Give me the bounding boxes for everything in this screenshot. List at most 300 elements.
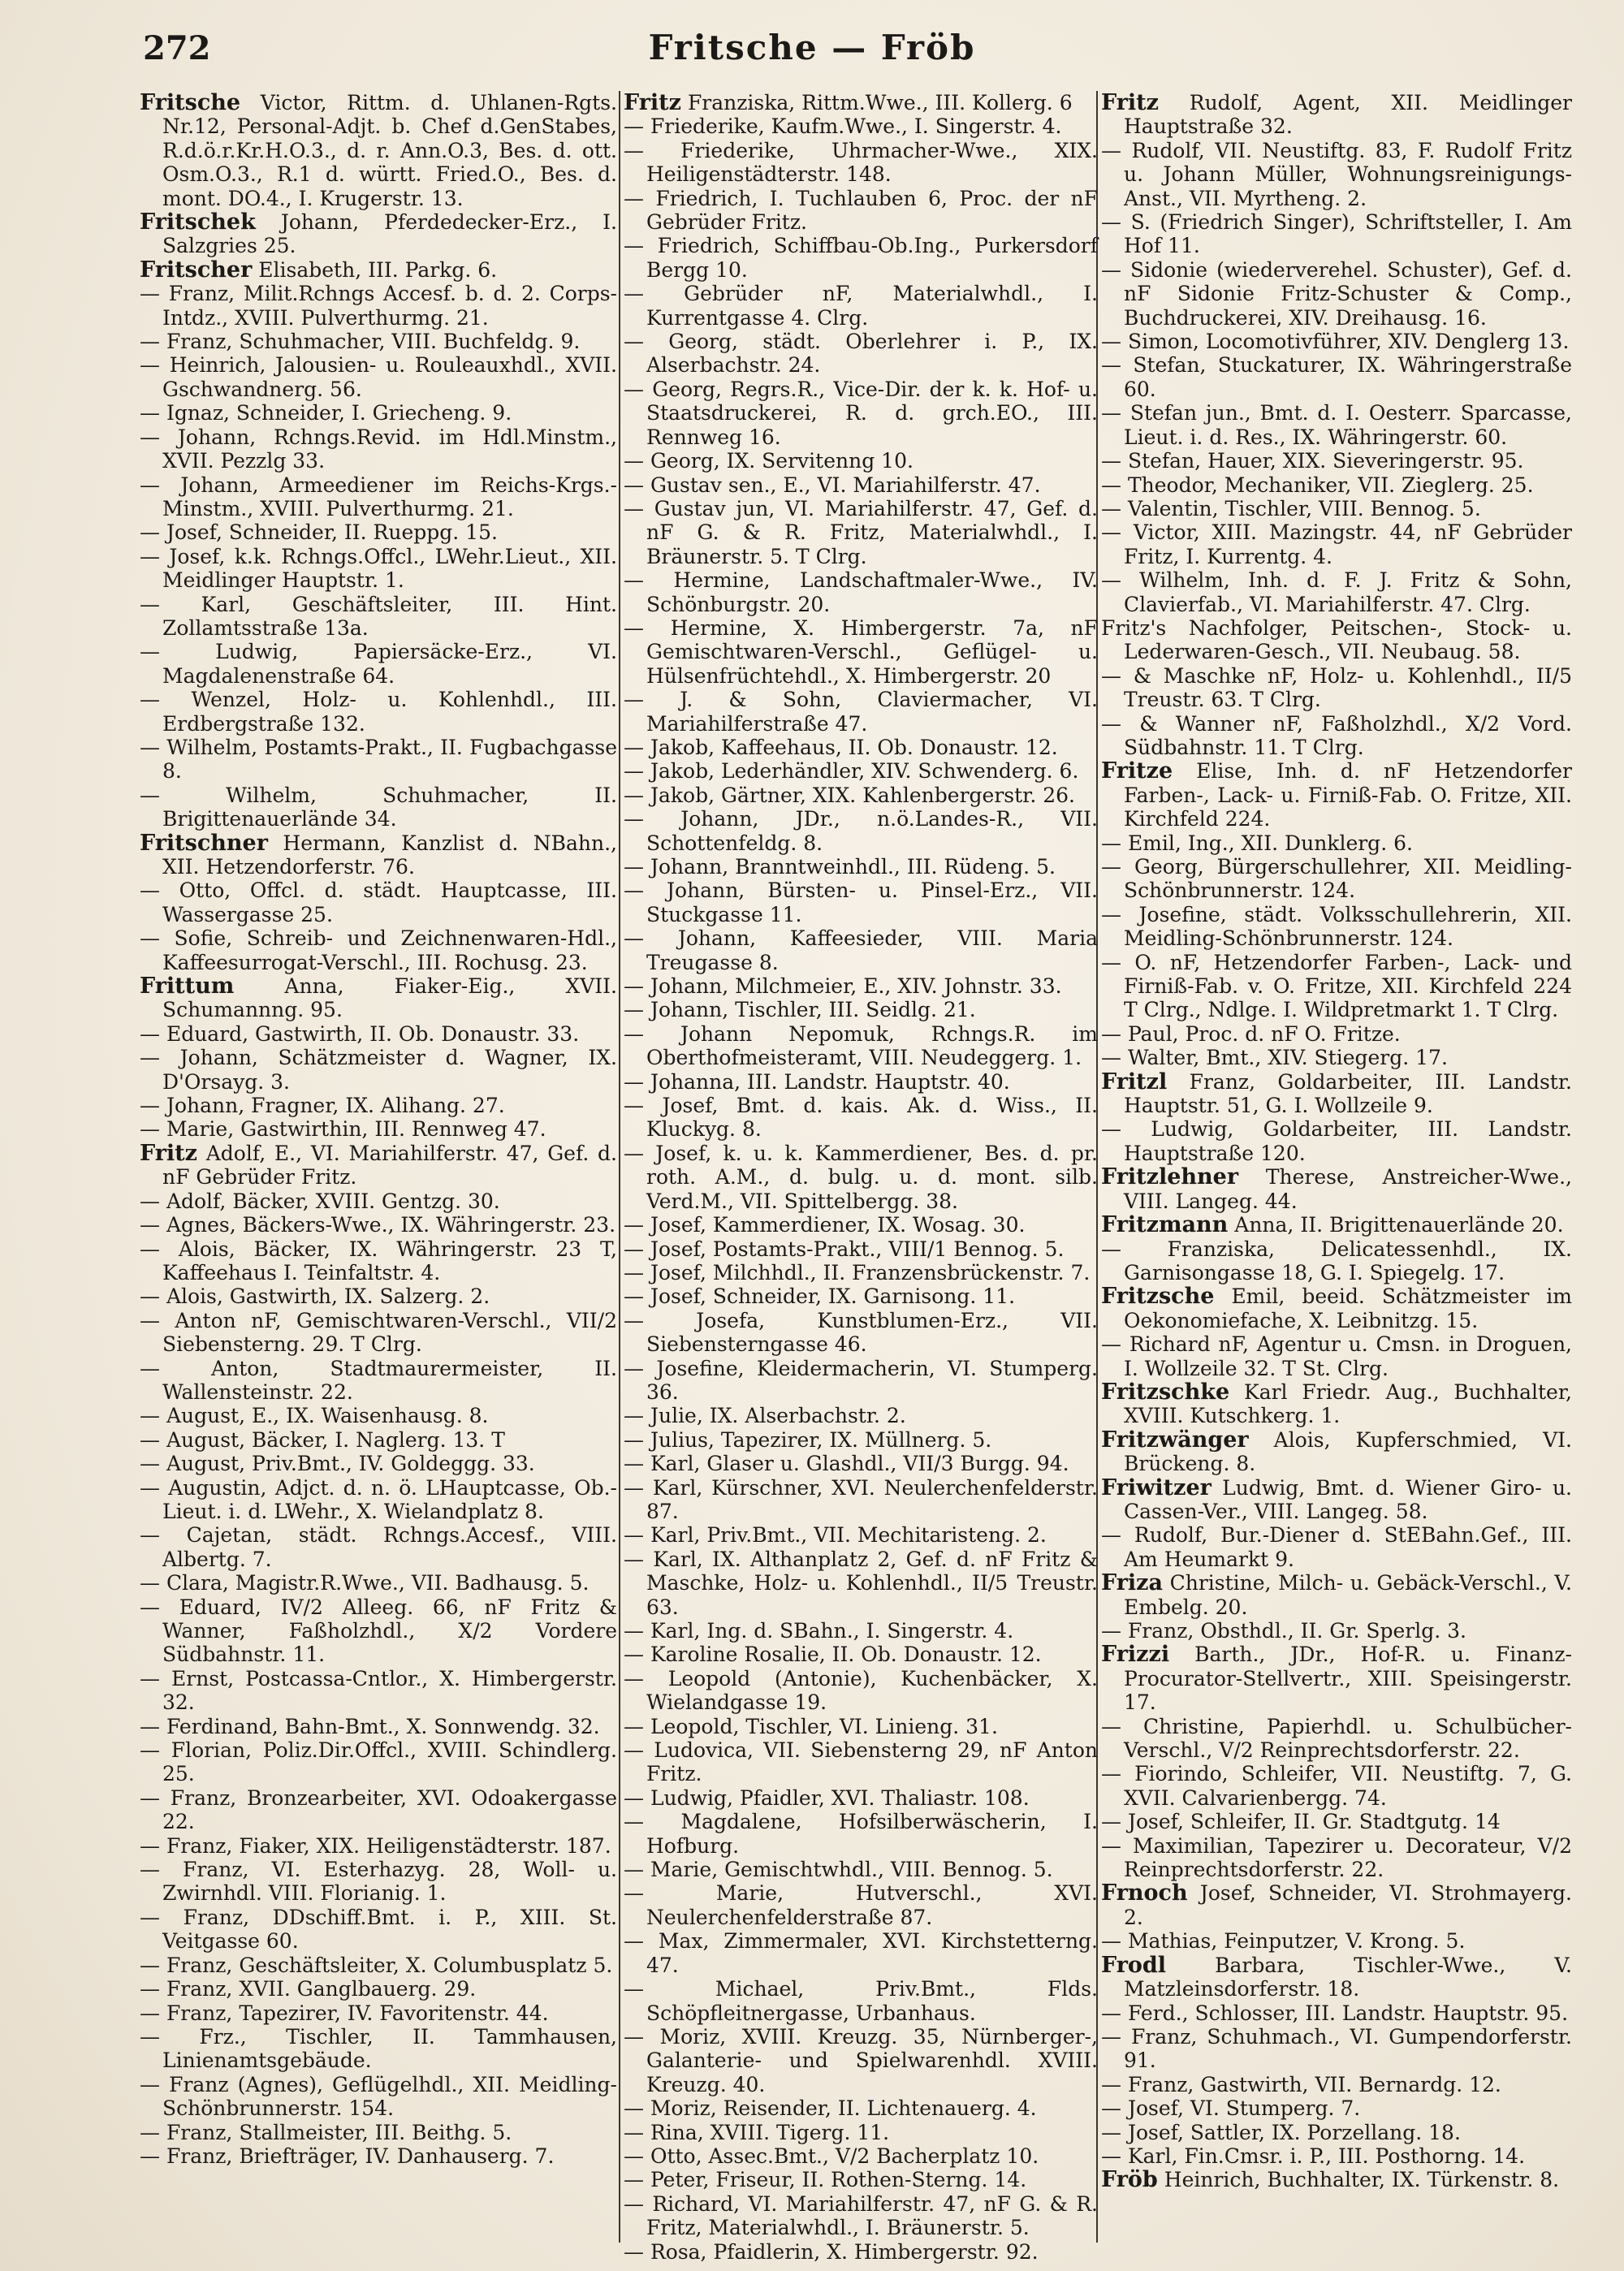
directory-entry bbox=[1101, 258, 1572, 330]
directory-entry bbox=[624, 91, 1098, 114]
entry-details: — Peter, Friseur, II. Rothen-Sterng. 14. bbox=[624, 2168, 1027, 2192]
directory-entry bbox=[624, 855, 1098, 879]
entry-details: — Moriz, Reisender, II. Lichtenauerg. 4. bbox=[624, 2096, 1037, 2121]
entry-details: — Mathias, Feinputzer, V. Krong. 5. bbox=[1101, 1929, 1466, 1954]
directory-entry bbox=[624, 1237, 1098, 1261]
directory-entry bbox=[140, 1858, 617, 1906]
directory-entry bbox=[140, 1738, 617, 1786]
directory-entry bbox=[624, 568, 1098, 616]
directory-entry bbox=[624, 1881, 1098, 1929]
directory-entry bbox=[1101, 1834, 1572, 1882]
entry-surname: Fritzwänger bbox=[1101, 1427, 1249, 1453]
entry-details: — Marie, Gastwirthin, III. Rennweg 47. bbox=[140, 1117, 546, 1142]
directory-entry bbox=[1101, 2073, 1572, 2096]
directory-entry bbox=[624, 1619, 1098, 1643]
entry-details: — Eduard, IV/2 Alleeg. 66, nF Fritz & Wanner, Faßholzhdl., X/2 Vordere Südbahnstr. 11. bbox=[140, 1595, 617, 1667]
entry-details: — Christine, Papierhdl. u. Schulbücher-Verschl., V/2 Reinprechtsdorferstr. 22. bbox=[1101, 1714, 1572, 1763]
entry-details: — Rosa, Pfaidlerin, X. Himbergerstr. 92. bbox=[624, 2239, 1039, 2264]
directory-entry bbox=[140, 1357, 617, 1405]
directory-entry bbox=[624, 1738, 1098, 1786]
entry-details: — Magdalene, Hofsilberwäscherin, I. Hofburg. bbox=[624, 1810, 1098, 1858]
directory-entry bbox=[624, 1548, 1098, 1619]
entry-details: — Walter, Bmt., XIV. Stiegerg. 17. bbox=[1101, 1046, 1448, 1070]
entry-surname: Frodl bbox=[1101, 1952, 1167, 1978]
entry-details: — Franz, Schuhmacher, VIII. Buchfeldg. 9. bbox=[140, 330, 581, 354]
entry-details: — Alois, Bäcker, IX. Währingerstr. 23 T, Kaffeehaus I. Teinfaltstr. 4. bbox=[140, 1237, 617, 1284]
directory-entry bbox=[140, 1404, 617, 1427]
directory-entry bbox=[140, 1452, 617, 1475]
entry-surname: Fritz bbox=[140, 1140, 197, 1166]
entry-details: — Karl, IX. Althanplatz 2, Gef. d. nF Fritz & Maschke, Holz- u. Kohlenhdl., II/5 Treustr. 63. bbox=[624, 1547, 1098, 1619]
entry-details: — Georg, Bürgerschullehrer, XII. Meidling-Schönbrunnerstr. 124. bbox=[1101, 855, 1572, 903]
entry-details: — Stefan, Stuckaturer, IX. Währingerstraße 60. bbox=[1101, 353, 1572, 401]
directory-entry bbox=[624, 736, 1098, 759]
directory-entry bbox=[1101, 2025, 1572, 2073]
entry-details: — Moriz, XVIII. Kreuzg. 35, Nürnberger-, Galanterie- und Spielwarenhdl. XVIII. Kreuzg. 40. bbox=[624, 2024, 1098, 2096]
entry-details: — Valentin, Tischler, VIII. Bennog. 5. bbox=[1101, 496, 1481, 520]
directory-entry bbox=[1101, 1070, 1572, 1118]
entry-details: — Rina, XVIII. Tigerg. 11. bbox=[624, 2120, 890, 2144]
directory-entry bbox=[140, 1571, 617, 1595]
directory-entry bbox=[1101, 831, 1572, 855]
directory-entry bbox=[140, 1117, 617, 1141]
directory-entry bbox=[1101, 1332, 1572, 1380]
entry-details: — Eduard, Gastwirth, II. Ob. Donaustr. 33. bbox=[140, 1021, 580, 1046]
directory-entry bbox=[1101, 1046, 1572, 1069]
entry-details: — Josef, VI. Stumperg. 7. bbox=[1101, 2096, 1361, 2121]
entry-surname: Fritschner bbox=[140, 830, 268, 856]
entry-details: — & Wanner nF, Faßholzhdl., X/2 Vord. Südbahnstr. 11. T Clrg. bbox=[1101, 711, 1572, 759]
directory-entry bbox=[624, 1428, 1098, 1452]
column-left bbox=[140, 91, 617, 2251]
entry-details: — Johann, Schätzmeister d. Wagner, IX. D'Orsayg. 3. bbox=[140, 1046, 617, 1094]
entry-details: Rudolf, Agent, XII. Meidlinger Hauptstraße 32. bbox=[1124, 91, 1572, 139]
entry-surname: Fritsche bbox=[140, 90, 241, 115]
entry-details: — Franz, Schuhmach., VI. Gumpendorferstr. 91. bbox=[1101, 2024, 1572, 2073]
entry-details: — Gustav sen., E., VI. Mariahilferstr. 47. bbox=[624, 473, 1041, 497]
entry-details: — Leopold (Antonie), Kuchenbäcker, X. Wielandgasse 19. bbox=[624, 1666, 1098, 1715]
entry-details: — Hermine, X. Himbergerstr. 7a, nF Gemischtwaren-Verschl., Geflügel- u. Hülsenfrüchtehdl., X. Himbergerstr. 20 bbox=[624, 615, 1098, 688]
directory-entry bbox=[140, 1476, 617, 1524]
entry-details: — Otto, Offcl. d. städt. Hauptcasse, III. Wassergasse 25. bbox=[140, 879, 617, 926]
directory-entry bbox=[1101, 449, 1572, 473]
directory-entry bbox=[140, 353, 617, 401]
entry-details: Josef, Schneider, VI. Strohmayerg. 2. bbox=[1124, 1881, 1573, 1929]
entry-details: — S. (Friedrich Singer), Schriftsteller, I. Am Hof 11. bbox=[1101, 210, 1572, 258]
entry-details: — Johann, Milchmeier, E., XIV. Johnstr. 33. bbox=[624, 974, 1062, 999]
entry-details: — Frz., Tischler, II. Tammhausen, Linienamtsgebäude. bbox=[140, 2024, 617, 2073]
entry-details: — Wenzel, Holz- u. Kohlenhdl., III. Erdbergstraße 132. bbox=[140, 688, 617, 736]
directory-entry bbox=[140, 879, 617, 926]
directory-entry bbox=[140, 545, 617, 593]
entry-details: — Anton, Stadtmaurermeister, II. Wallensteinstr. 22. bbox=[140, 1356, 617, 1404]
entry-details: — Ferdinand, Bahn-Bmt., X. Sonnwendg. 32. bbox=[140, 1714, 600, 1738]
entry-details: — Karl, Fin.Cmsr. i. P., III. Posthorng. 14. bbox=[1101, 2144, 1526, 2168]
entry-details: — Friederike, Uhrmacher-Wwe., XIX. Heiligenstädterstr. 148. bbox=[624, 138, 1098, 187]
entry-details: — Victor, XIII. Mazingstr. 44, nF Gebrüder Fritz, I. Kurrentg. 4. bbox=[1101, 520, 1572, 568]
entry-details: — Josef, Sattler, IX. Porzellang. 18. bbox=[1101, 2120, 1461, 2144]
entry-surname: Friwitzer bbox=[1101, 1474, 1212, 1500]
entry-details: Hermann, Kanzlist d. NBahn., XII. Hetzendorferstr. 76. bbox=[162, 831, 617, 879]
entry-details: — Josef, Schleifer, II. Gr. Stadtgutg. 14 bbox=[1101, 1810, 1501, 1834]
entry-surname: Fritscher bbox=[140, 257, 253, 283]
directory-entry bbox=[140, 2144, 617, 2168]
directory-entry bbox=[1101, 1571, 1572, 1619]
directory-entry bbox=[1101, 473, 1572, 497]
directory-entry bbox=[1101, 664, 1572, 712]
entry-details: — Ludwig, Papiersäcke-Erz., VI. Magdalenenstraße 64. bbox=[140, 640, 617, 688]
entry-details: — Friedrich, I. Tuchlauben 6, Proc. der nF Gebrüder Fritz. bbox=[624, 186, 1098, 235]
directory-entry bbox=[624, 187, 1098, 235]
entry-details: — Josef, Milchhdl., II. Franzensbrückenstr. 7. bbox=[624, 1260, 1091, 1284]
entry-details: Therese, Anstreicher-Wwe., VIII. Langeg. 44. bbox=[1124, 1165, 1572, 1213]
entry-details: — Franz, Milit.Rchngs Accesf. b. d. 2. Corps-Intdz., XVIII. Pulverthurmg. 21. bbox=[140, 282, 617, 330]
directory-entry bbox=[1101, 2168, 1572, 2191]
directory-entry bbox=[624, 114, 1098, 138]
entry-details: — Johann, Armeediener im Reichs-Krgs.-Minstm., XVIII. Pulverthurmg. 21. bbox=[140, 473, 617, 520]
entry-details: — Adolf, Bäcker, XVIII. Gentzg. 30. bbox=[140, 1189, 500, 1213]
entry-details: Fritz's Nachfolger, Peitschen-, Stock- u. Lederwaren-Gesch., VII. Neubaug. 58. bbox=[1101, 615, 1572, 664]
entry-details: — Josef, Bmt. d. kais. Ak. d. Wiss., II. Kluckyg. 8. bbox=[624, 1094, 1098, 1142]
entry-details: — August, Bäcker, I. Naglerg. 13. T bbox=[140, 1427, 505, 1452]
directory-entry bbox=[1101, 2096, 1572, 2120]
entry-details: Johann, Pferdedecker-Erz., I. Salzgries 25. bbox=[162, 210, 618, 258]
directory-entry bbox=[1101, 903, 1572, 951]
directory-entry bbox=[140, 1834, 617, 1858]
page-number: 272 bbox=[143, 29, 211, 67]
directory-entry bbox=[624, 2121, 1098, 2144]
column-divider bbox=[619, 91, 620, 2243]
directory-entry bbox=[140, 282, 617, 330]
directory-entry bbox=[624, 688, 1098, 736]
directory-entry bbox=[140, 1142, 617, 1189]
directory-entry bbox=[624, 1284, 1098, 1308]
entry-details: — Franz, Gastwirth, VII. Bernardg. 12. bbox=[1101, 2072, 1501, 2096]
entry-details: Christine, Milch- u. Gebäck-Verschl., V. Embelg. 20. bbox=[1124, 1571, 1572, 1619]
directory-entry bbox=[1101, 1762, 1572, 1810]
directory-entry bbox=[624, 1261, 1098, 1284]
directory-entry bbox=[140, 2025, 617, 2073]
entry-details: — Wilhelm, Inh. d. F. J. Fritz & Sohn, Clavierfab., VI. Mariahilferstr. 47. Clrg. bbox=[1101, 568, 1572, 616]
entry-details: Barth., JDr., Hof-R. u. Finanz-Procurator-Stellvertr., XIII. Speisingerstr. 17. bbox=[1124, 1643, 1572, 1715]
directory-entry bbox=[1101, 568, 1572, 616]
directory-entry bbox=[1101, 1284, 1572, 1332]
directory-entry bbox=[624, 497, 1098, 568]
directory-entry bbox=[140, 1786, 617, 1834]
directory-entry bbox=[624, 473, 1098, 497]
entry-details: — Franz, DDschiff.Bmt. i. P., XIII. St. Veitgasse 60. bbox=[140, 1905, 617, 1954]
entry-details: — Cajetan, städt. Rchngs.Accesf., VIII. Albertg. 7. bbox=[140, 1523, 617, 1571]
directory-entry bbox=[1101, 1165, 1572, 1213]
entry-surname: Fritschek bbox=[140, 209, 256, 235]
directory-entry bbox=[140, 2001, 617, 2025]
directory-entry bbox=[1101, 1476, 1572, 1524]
entry-details: — Josef, k.k. Rchngs.Offcl., LWehr.Lieut., XII. Meidlinger Hauptstr. 1. bbox=[140, 544, 617, 593]
entry-surname: Fritzlehner bbox=[1101, 1164, 1239, 1190]
directory-entry bbox=[140, 974, 617, 1022]
directory-entry bbox=[140, 1309, 617, 1357]
entry-details: — Rudolf, Bur.-Diener d. StEBahn.Gef., III. Am Heumarkt 9. bbox=[1101, 1523, 1572, 1571]
directory-entry bbox=[624, 1309, 1098, 1357]
directory-entry bbox=[624, 378, 1098, 449]
directory-entry bbox=[624, 2025, 1098, 2096]
entry-details: — Johann, Rchngs.Revid. im Hdl.Minstm., XVII. Pezzlg 33. bbox=[140, 425, 617, 473]
entry-surname: Fritzsche bbox=[1101, 1284, 1215, 1310]
directory-entry bbox=[140, 1906, 617, 1954]
entry-details: — Johann, Tischler, III. Seidlg. 21. bbox=[624, 998, 976, 1022]
directory-entry bbox=[140, 520, 617, 544]
directory-entry bbox=[1101, 1237, 1572, 1285]
entry-surname: Fritze bbox=[1101, 758, 1173, 784]
entry-surname: Friza bbox=[1101, 1570, 1164, 1596]
entry-details: — Jakob, Kaffeehaus, II. Ob. Donaustr. 12. bbox=[624, 735, 1058, 759]
entry-details: — J. & Sohn, Claviermacher, VI. Mariahilferstraße 47. bbox=[624, 688, 1098, 736]
entry-details: Anna, II. Brigittenauerlände 20. bbox=[1234, 1213, 1564, 1237]
directory-entry bbox=[624, 2240, 1098, 2264]
directory-entry bbox=[624, 1715, 1098, 1738]
directory-entry bbox=[1101, 520, 1572, 568]
directory-entry bbox=[1101, 1523, 1572, 1571]
directory-entry bbox=[624, 1094, 1098, 1142]
entry-details: — Franz, Fiaker, XIX. Heiligenstädterstr. 187. bbox=[140, 1833, 611, 1858]
directory-entry bbox=[140, 640, 617, 688]
directory-entry bbox=[1101, 1715, 1572, 1763]
directory-entry bbox=[1101, 759, 1572, 831]
directory-entry bbox=[1101, 330, 1572, 353]
entry-details: — Alois, Gastwirth, IX. Salzerg. 2. bbox=[140, 1284, 490, 1309]
directory-entry bbox=[624, 974, 1098, 998]
entry-details: — Franz, Bronzearbeiter, XVI. Odoakergasse 22. bbox=[140, 1785, 617, 1834]
entry-details: Elise, Inh. d. nF Hetzendorfer Farben-, Lack- u. Firniß-Fab. O. Fritze, XII. Kirchfeld 224. bbox=[1124, 759, 1572, 831]
entry-details: — Richard nF, Agentur u. Cmsn. in Droguen, I. Wollzeile 32. T St. Clrg. bbox=[1101, 1332, 1572, 1380]
entry-details: — Agnes, Bäckers-Wwe., IX. Währingerstr. 23. bbox=[140, 1213, 616, 1237]
entry-surname: Fritz bbox=[624, 90, 681, 115]
entry-details: — Stefan jun., Bmt. d. I. Oesterr. Sparcasse, Lieut. i. d. Res., IX. Währingerstr. 60. bbox=[1101, 401, 1572, 449]
entry-details: — Johann Nepomuk, Rchngs.R. im Oberthofmeisteramt, VIII. Neudeggerg. 1. bbox=[624, 1021, 1098, 1070]
entry-details: — Friederike, Kaufm.Wwe., I. Singerstr. 4. bbox=[624, 114, 1062, 139]
entry-details: Adolf, E., VI. Mariahilferstr. 47, Gef. d. nF Gebrüder Fritz. bbox=[162, 1141, 617, 1189]
directory-entry bbox=[1101, 616, 1572, 664]
directory-entry bbox=[1101, 855, 1572, 903]
directory-entry bbox=[624, 784, 1098, 807]
directory-entry bbox=[1101, 1380, 1572, 1428]
directory-entry bbox=[140, 91, 617, 210]
directory-entry bbox=[624, 449, 1098, 473]
directory-entry bbox=[624, 1786, 1098, 1810]
directory-entry bbox=[140, 1189, 617, 1213]
entry-details: — Johann, Bürsten- u. Pinsel-Erz., VII. Stuckgasse 11. bbox=[624, 879, 1098, 926]
directory-entry bbox=[624, 1213, 1098, 1237]
entry-details: — Ludovica, VII. Siebensterng 29, nF Anton Fritz. bbox=[624, 1738, 1098, 1786]
directory-entry bbox=[140, 1046, 617, 1094]
entry-details: — Florian, Poliz.Dir.Offcl., XVIII. Schindlerg. 25. bbox=[140, 1738, 617, 1786]
directory-entry bbox=[140, 473, 617, 521]
entry-details: Elisabeth, III. Parkg. 6. bbox=[258, 257, 498, 282]
entry-details: — Julie, IX. Alserbachstr. 2. bbox=[624, 1404, 906, 1428]
directory-entry bbox=[140, 1094, 617, 1117]
entry-details: — Johann, Branntweinhdl., III. Rüdeng. 5. bbox=[624, 855, 1056, 879]
entry-details: Franz, Goldarbeiter, III. Landstr. Hauptstr. 51, G. I. Wollzeile 9. bbox=[1124, 1069, 1573, 1118]
directory-entry bbox=[1101, 91, 1572, 139]
directory-entry bbox=[624, 759, 1098, 783]
entry-details: — Karl, Geschäftsleiter, III. Hint. Zollamtsstraße 13a. bbox=[140, 592, 617, 640]
entry-details: — Sofie, Schreib- und Zeichnenwaren-Hdl., Kaffeesurrogat-Verschl., III. Rochusg. 23. bbox=[140, 926, 617, 974]
entry-details: — Michael, Priv.Bmt., Flds. Schöpfleitnergasse, Urbanhaus. bbox=[624, 1977, 1098, 2025]
entry-details: — Josef, Schneider, II. Rueppg. 15. bbox=[140, 520, 498, 545]
directory-entry bbox=[1101, 1428, 1572, 1476]
entry-details: — Clara, Magistr.R.Wwe., VII. Badhausg. 5. bbox=[140, 1571, 590, 1595]
entry-details: — Ludwig, Goldarbeiter, III. Landstr. Hauptstraße 120. bbox=[1101, 1117, 1572, 1165]
directory-entry bbox=[624, 1022, 1098, 1070]
entry-details: — Augustin, Adjct. d. n. ö. LHauptcasse, Ob.-Lieut. i. d. LWehr., X. Wielandplatz 8. bbox=[140, 1475, 617, 1523]
directory-entry bbox=[624, 926, 1098, 974]
directory-entry bbox=[140, 926, 617, 974]
directory-entry bbox=[624, 1523, 1098, 1547]
entry-details: — Josefa, Kunstblumen-Erz., VII. Siebensterngasse 46. bbox=[624, 1308, 1098, 1357]
entry-details: — Theodor, Mechaniker, VII. Zieglerg. 25. bbox=[1101, 473, 1534, 497]
column-middle bbox=[624, 90, 1098, 2264]
directory-entry bbox=[140, 1667, 617, 1715]
directory-entry bbox=[1101, 2144, 1572, 2168]
directory-entry bbox=[140, 330, 617, 353]
entry-details: — Josef, Kammerdiener, IX. Wosag. 30. bbox=[624, 1213, 1026, 1237]
directory-entry bbox=[140, 1237, 617, 1285]
directory-entry bbox=[140, 736, 617, 784]
directory-entry bbox=[140, 1954, 617, 1977]
entry-details: Emil, beeid. Schätzmeister im Oekonomiefache, X. Leibnitzg. 15. bbox=[1124, 1284, 1572, 1332]
entry-details: — Fiorindo, Schleifer, VII. Neustiftg. 7, G. XVII. Calvarienbergg. 74. bbox=[1101, 1762, 1572, 1810]
directory-entry bbox=[140, 2121, 617, 2144]
directory-entry bbox=[1101, 401, 1572, 449]
directory-entry bbox=[140, 2073, 617, 2121]
directory-entry bbox=[624, 1142, 1098, 1213]
entry-details: — Georg, städt. Oberlehrer i. P., IX. Alserbachstr. 24. bbox=[624, 330, 1098, 378]
entry-details: — Franz, XVII. Ganglbauerg. 29. bbox=[140, 1977, 477, 2001]
entry-details: — Karl, Kürschner, XVI. Neulerchenfelderstr. 87. bbox=[624, 1475, 1098, 1523]
entry-details: — Wilhelm, Postamts-Prakt., II. Fugbachgasse 8. bbox=[140, 735, 617, 784]
entry-details: — Georg, Regrs.R., Vice-Dir. der k. k. Hof- u. Staatsdruckerei, R. d. grch.EO., III. Rennweg 16. bbox=[624, 377, 1098, 449]
entry-details: — Franziska, Delicatessenhdl., IX. Garnisongasse 18, G. I. Spiegelg. 17. bbox=[1101, 1237, 1572, 1284]
directory-entry bbox=[624, 1667, 1098, 1715]
directory-entry bbox=[1101, 951, 1572, 1022]
entry-surname: Frizzi bbox=[1101, 1642, 1170, 1668]
directory-entry bbox=[140, 688, 617, 736]
directory-entry bbox=[1101, 1954, 1572, 2001]
entry-details: Heinrich, Buchhalter, IX. Türkenstr. 8. bbox=[1164, 2168, 1560, 2192]
entry-details: — Wilhelm, Schuhmacher, II. Brigittenauerlände 34. bbox=[140, 783, 617, 831]
entry-details: — Josef, Postamts-Prakt., VIII/1 Bennog. 5. bbox=[624, 1237, 1065, 1261]
page-heading: Fritsche — Fröb bbox=[648, 28, 976, 67]
entry-surname: Frittum bbox=[140, 974, 235, 999]
entry-details: — Simon, Locomotivführer, XIV. Denglerg 13. bbox=[1101, 330, 1570, 354]
entry-details: — Leopold, Tischler, VI. Linieng. 31. bbox=[624, 1714, 998, 1738]
entry-details: — Gebrüder nF, Materialwhdl., I. Kurrentgasse 4. Clrg. bbox=[624, 282, 1098, 330]
directory-entry bbox=[624, 807, 1098, 855]
directory-entry bbox=[624, 1977, 1098, 2025]
directory-entry bbox=[1101, 210, 1572, 258]
entry-surname: Frnoch bbox=[1101, 1880, 1188, 1906]
directory-entry bbox=[624, 1810, 1098, 1858]
entry-details: — Karl, Ing. d. SBahn., I. Singerstr. 4. bbox=[624, 1619, 1014, 1643]
entry-details: — Max, Zimmermaler, XVI. Kirchstetterng. 47. bbox=[624, 1929, 1098, 1977]
entry-details: Barbara, Tischler-Wwe., V. Matzleinsdorferstr. 18. bbox=[1124, 1953, 1572, 2001]
entry-details: — August, E., IX. Waisenhausg. 8. bbox=[140, 1404, 489, 1428]
entry-surname: Fritzl bbox=[1101, 1069, 1168, 1094]
directory-entry bbox=[140, 831, 617, 879]
directory-entry bbox=[624, 139, 1098, 187]
entry-details: — Johann, Kaffeesieder, VIII. Maria Treugasse 8. bbox=[624, 926, 1098, 974]
entry-surname: Fröb bbox=[1101, 2167, 1158, 2193]
directory-entry bbox=[624, 1929, 1098, 1977]
entry-details: Anna, Fiaker-Eig., XVII. Schumannng. 95. bbox=[162, 974, 617, 1022]
entry-details: — Marie, Hutverschl., XVI. Neulerchenfelderstraße 87. bbox=[624, 1881, 1098, 1929]
entry-details: — Maximilian, Tapezirer u. Decorateur, V/2 Reinprechtsdorferstr. 22. bbox=[1101, 1833, 1572, 1882]
entry-details: — Stefan, Hauer, XIX. Sieveringerstr. 95. bbox=[1101, 449, 1524, 473]
entry-details: — Heinrich, Jalousien- u. Rouleauxhdl., XVII. Gschwandnerg. 56. bbox=[140, 353, 617, 401]
entry-details: — Johann, JDr., n.ö.Landes-R., VII. Schottenfeldg. 8. bbox=[624, 807, 1098, 855]
directory-entry bbox=[1101, 1929, 1572, 1953]
entry-details: — Franz, Briefträger, IV. Danhauserg. 7. bbox=[140, 2144, 555, 2168]
entry-details: — Franz, Stallmeister, III. Beithg. 5. bbox=[140, 2120, 512, 2144]
entry-details: — Josefine, Kleidermacherin, VI. Stumperg. 36. bbox=[624, 1356, 1098, 1404]
directory-entry bbox=[140, 1523, 617, 1571]
entry-details: — Karl, Priv.Bmt., VII. Mechitaristeng. 2. bbox=[624, 1523, 1047, 1548]
directory-entry bbox=[624, 1858, 1098, 1881]
directory-entry bbox=[140, 210, 617, 258]
directory-entry bbox=[1101, 1619, 1572, 1643]
directory-entry bbox=[624, 2192, 1098, 2240]
directory-entry bbox=[1101, 1643, 1572, 1714]
entry-details: — Paul, Proc. d. nF O. Fritze. bbox=[1101, 1021, 1401, 1046]
directory-entry bbox=[624, 2144, 1098, 2168]
directory-entry bbox=[1101, 1213, 1572, 1237]
directory-entry bbox=[1101, 2001, 1572, 2025]
directory-entry bbox=[624, 1404, 1098, 1427]
directory-entry bbox=[140, 425, 617, 473]
directory-entry bbox=[140, 784, 617, 831]
entry-details: — Franz, Geschäftsleiter, X. Columbusplatz 5. bbox=[140, 1953, 613, 1977]
entry-details: — Johanna, III. Landstr. Hauptstr. 40. bbox=[624, 1069, 1010, 1094]
directory-entry bbox=[624, 1070, 1098, 1094]
entry-surname: Fritz bbox=[1101, 90, 1159, 115]
entry-details: Victor, Rittm. d. Uhlanen-Rgts. Nr.12, Personal-Adjt. b. Chef d.GenStabes, R.d.ö.r.Kr.H.O.3., d. r. Ann.O.3, Bes. d. ott. Osm.O.3., R.1 d. württ. Fried.O., Bes. d. mont. DO.4., I. Krugerstr. 13. bbox=[162, 91, 617, 210]
directory-entry bbox=[140, 401, 617, 425]
directory-entry bbox=[624, 1643, 1098, 1666]
entry-details: — Gustav jun, VI. Mariahilferstr. 47, Gef. d. nF G. & R. Fritz, Materialwhdl., I. Bräunerstr. 5. T Clrg. bbox=[624, 496, 1098, 568]
entry-details: — Josef, k. u. k. Kammerdiener, Bes. d. pr. roth. A.M., d. bulg. u. d. mont. silb. Verd.M., VII. Spittelbergg. 38. bbox=[624, 1141, 1098, 1213]
directory-entry bbox=[624, 879, 1098, 926]
entry-details: — Josefine, städt. Volksschullehrerin, XII. Meidling-Schönbrunnerstr. 124. bbox=[1101, 902, 1572, 951]
entry-details: — O. nF, Hetzendorfer Farben-, Lack- und Firniß-Fab. v. O. Fritze, XII. Kirchfeld 224 T Clrg., Ndlge. I. Wildpretmarkt 1. T Clrg. bbox=[1101, 950, 1572, 1022]
entry-details: — Ferd., Schlosser, III. Landstr. Hauptstr. 95. bbox=[1101, 2001, 1569, 2025]
entry-surname: Fritzschke bbox=[1101, 1379, 1230, 1405]
entry-details: — Franz (Agnes), Geflügelhdl., XII. Meidling-Schönbrunnerstr. 154. bbox=[140, 2072, 617, 2121]
column-right bbox=[1101, 91, 1572, 2251]
directory-entry bbox=[1101, 1881, 1572, 1929]
directory-entry bbox=[624, 282, 1098, 330]
directory-entry bbox=[140, 1022, 617, 1046]
directory-entry bbox=[624, 2168, 1098, 2191]
directory-entry bbox=[140, 1715, 617, 1738]
directory-entry bbox=[140, 1213, 617, 1237]
entry-details: — & Maschke nF, Holz- u. Kohlenhdl., II/5 Treustr. 63. T Clrg. bbox=[1101, 663, 1572, 712]
directory-entry bbox=[140, 258, 617, 282]
entry-details: Karl Friedr. Aug., Buchhalter, XVIII. Kutschkerg. 1. bbox=[1124, 1379, 1573, 1428]
entry-details: — Jakob, Lederhändler, XIV. Schwenderg. 6. bbox=[624, 759, 1079, 784]
entry-details: — Marie, Gemischtwhdl., VIII. Bennog. 5. bbox=[624, 1858, 1053, 1882]
directory-entry bbox=[140, 1595, 617, 1667]
entry-details: — Sidonie (wiederverehel. Schuster), Gef. d. nF Sidonie Fritz-Schuster & Comp., Buchdruckerei, XIV. Dreihausg. 16. bbox=[1101, 257, 1572, 330]
